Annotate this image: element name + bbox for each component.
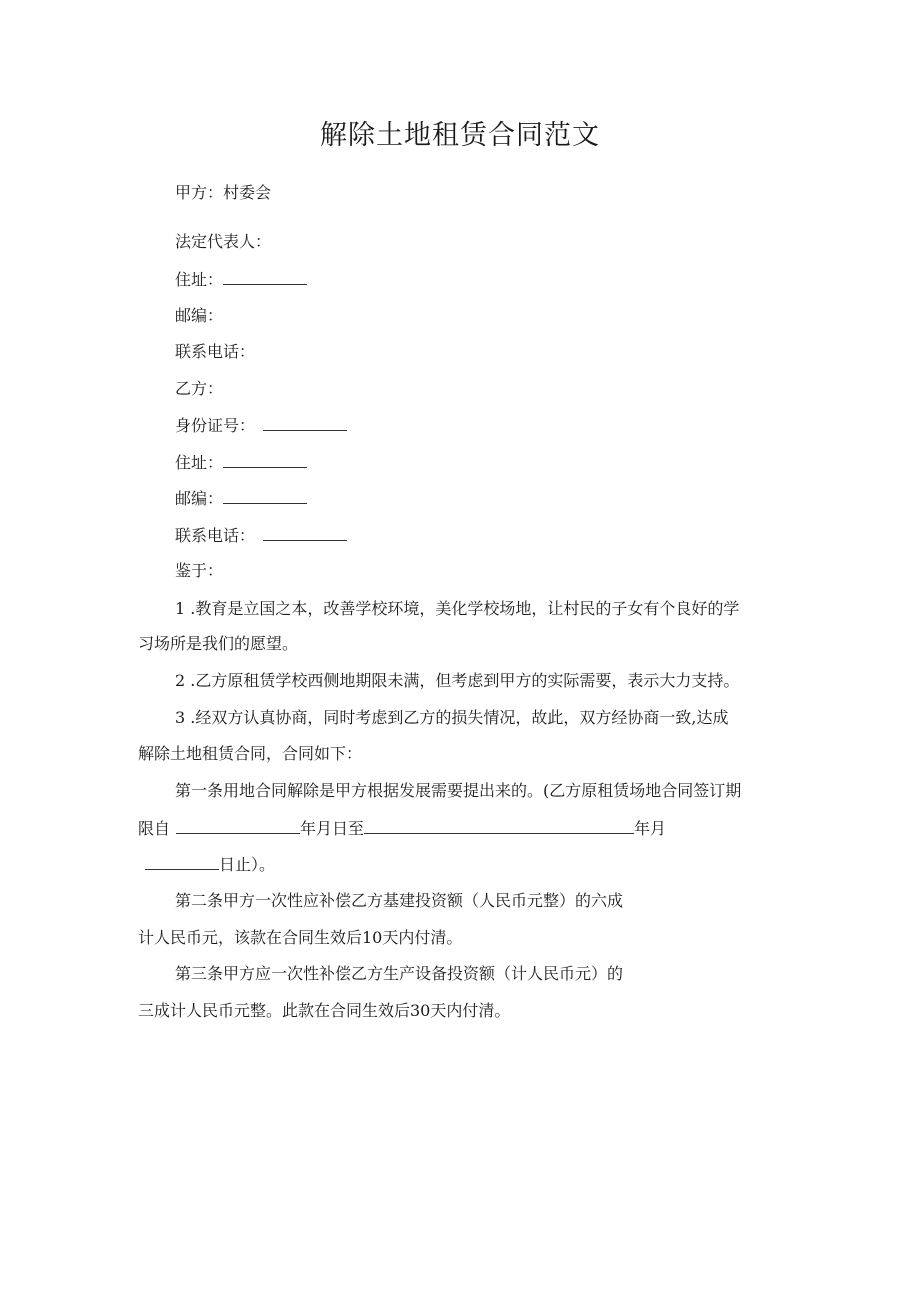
item-3-line-1: 3 .经双方认真协商，同时考虑到乙方的损失情况，故此，双方经协商一致,达成	[175, 708, 729, 727]
article-1-end-date-blank	[364, 817, 634, 834]
party-a-address-label: 住址：	[175, 270, 224, 289]
party-b-postcode-label: 邮编：	[175, 489, 224, 508]
article-2-line-1: 第二条甲方一次性应补偿乙方基建投资额（人民币元整）的六成	[175, 891, 624, 910]
party-b-label: 乙方：	[175, 379, 224, 398]
article-1-year-month-label: 年月	[634, 819, 667, 838]
article-1-end-label: 日止）。	[219, 855, 276, 874]
article-3-line-1: 第三条甲方应一次性补偿乙方生产设备投资额（计人民币元）的	[175, 964, 624, 983]
article-1-line-2	[138, 817, 666, 840]
article-2-line-2: 计人民币元，该款在合同生效后10天内付清。	[138, 928, 463, 947]
party-a-address-blank	[223, 268, 307, 285]
whereas-heading: 鉴于：	[175, 561, 224, 580]
party-a-label: 甲方：村委会	[175, 183, 272, 202]
party-b-address-blank	[223, 451, 307, 468]
article-1-day-blank	[145, 853, 219, 870]
party-b-id-blank	[263, 414, 347, 431]
article-1-to-label: 年月日至	[300, 819, 365, 838]
party-a-address-row	[175, 268, 307, 291]
article-1-line-1: 第一条用地合同解除是甲方根据发展需要提出来的。(乙方原租赁场地合同签订期	[175, 781, 742, 800]
party-b-id-row	[175, 414, 347, 437]
article-3-line-2: 三成计人民币元整。此款在合同生效后30天内付清。	[138, 1001, 511, 1020]
article-1-line-3	[145, 853, 275, 876]
party-b-postcode-row	[175, 487, 307, 510]
article-1-start-date-blank	[176, 817, 300, 834]
party-b-address-label: 住址：	[175, 453, 224, 472]
item-1-line-1: 1 .教育是立国之本，改善学校环境，美化学校场地，让村民的子女有个良好的学	[175, 599, 740, 618]
party-b-address-row	[175, 451, 307, 474]
party-b-postcode-blank	[223, 487, 307, 504]
party-b-phone-blank	[263, 524, 347, 541]
party-a-postcode: 邮编：	[175, 306, 224, 325]
party-b-phone-row	[175, 524, 347, 547]
document-title: 解除土地租赁合同范文	[320, 120, 600, 151]
party-a-phone: 联系电话：	[175, 342, 256, 361]
article-1-from-label: 限自	[138, 819, 171, 838]
party-b-phone-label: 联系电话：	[175, 526, 256, 545]
party-b-id-label: 身份证号：	[175, 416, 256, 435]
item-3-line-2: 解除土地租赁合同，合同如下：	[138, 744, 363, 763]
item-2: 2 .乙方原租赁学校西侧地期限未满，但考虑到甲方的实际需要，表示大力支持。	[175, 671, 740, 690]
party-a-representative: 法定代表人：	[175, 232, 272, 251]
item-1-line-2: 习场所是我们的愿望。	[138, 634, 299, 653]
